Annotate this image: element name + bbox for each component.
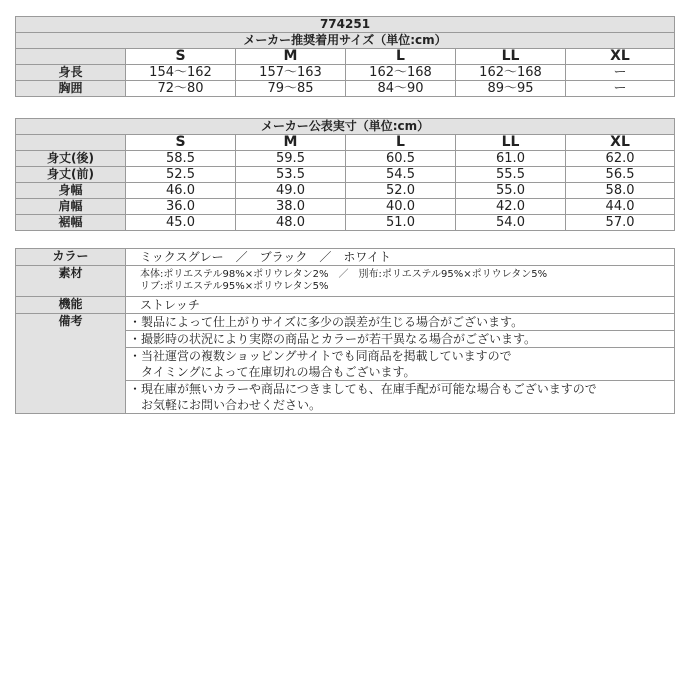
cell-value: 59.5	[236, 151, 346, 167]
cell-value: 57.0	[566, 215, 675, 231]
table-row	[16, 81, 675, 97]
cell-value: 48.0	[236, 215, 346, 231]
table-row	[16, 183, 675, 199]
material-line: リブ:ポリエステル95%×ポリウレタン5%	[140, 281, 329, 292]
cell-value: 162〜168	[456, 65, 566, 81]
size-header: L	[346, 49, 456, 65]
corner-cell	[16, 135, 126, 151]
detail-row-color	[16, 249, 675, 266]
actual-size-title: メーカー公表実寸（単位:cm）	[16, 119, 675, 135]
cell-value: 44.0	[566, 199, 675, 215]
cell-value: 55.0	[456, 183, 566, 199]
row-label: 身幅	[16, 183, 126, 199]
cell-value: 89〜95	[456, 81, 566, 97]
actual-size-table	[15, 118, 675, 231]
bullet: ・	[129, 382, 142, 396]
material-value	[126, 266, 675, 297]
table-row	[16, 215, 675, 231]
cell-value: 38.0	[236, 199, 346, 215]
note-item	[126, 314, 675, 331]
note-text: 撮影時の状況により実際の商品とカラーが若干異なる場合がございます。	[141, 332, 537, 346]
function-label: 機能	[16, 297, 126, 314]
row-label: 身丈(前)	[16, 167, 126, 183]
cell-value: 79〜85	[236, 81, 346, 97]
function-value: ストレッチ	[126, 297, 675, 314]
bullet: ・	[129, 349, 142, 363]
cell-value: 55.5	[456, 167, 566, 183]
product-details-table	[15, 248, 675, 414]
size-header: M	[236, 49, 346, 65]
size-header: S	[126, 49, 236, 65]
detail-row-notes	[16, 314, 675, 331]
color-label: カラー	[16, 249, 126, 266]
cell-value: 56.5	[566, 167, 675, 183]
note-item	[126, 331, 675, 348]
row-label: 裾幅	[16, 215, 126, 231]
cell-value: 45.0	[126, 215, 236, 231]
size-header: LL	[456, 135, 566, 151]
cell-value: 52.5	[126, 167, 236, 183]
cell-value: 51.0	[346, 215, 456, 231]
recommended-size-table	[15, 16, 675, 97]
color-value: ミックスグレー ／ ブラック ／ ホワイト	[126, 249, 675, 266]
cell-value: 157〜163	[236, 65, 346, 81]
note-text-continued: タイミングによって在庫切れの場合もございます。	[141, 365, 416, 379]
cell-value: 58.5	[126, 151, 236, 167]
table-row	[16, 151, 675, 167]
note-item	[126, 381, 675, 414]
size-header: XL	[566, 135, 675, 151]
size-header: LL	[456, 49, 566, 65]
row-label: 肩幅	[16, 199, 126, 215]
detail-row-function	[16, 297, 675, 314]
material-line: 本体:ポリエステル98%×ポリウレタン2% ／ 別布:ポリエステル95%×ポリウレタン5%	[140, 269, 548, 280]
product-code: 774251	[16, 17, 675, 33]
size-header: L	[346, 135, 456, 151]
size-header: XL	[566, 49, 675, 65]
size-header: M	[236, 135, 346, 151]
cell-value: 154〜162	[126, 65, 236, 81]
recommended-size-title: メーカー推奨着用サイズ（単位:cm）	[16, 33, 675, 49]
note-item	[126, 348, 675, 381]
cell-value: 62.0	[566, 151, 675, 167]
material-label: 素材	[16, 266, 126, 297]
cell-value: 46.0	[126, 183, 236, 199]
cell-value: 49.0	[236, 183, 346, 199]
cell-value: 72〜80	[126, 81, 236, 97]
cell-value: 54.5	[346, 167, 456, 183]
corner-cell	[16, 49, 126, 65]
bullet: ・	[129, 315, 142, 329]
cell-value: 42.0	[456, 199, 566, 215]
cell-value: 54.0	[456, 215, 566, 231]
note-text: 製品によって仕上がりサイズに多少の誤差が生じる場合がございます。	[141, 315, 524, 329]
note-text: 当社運営の複数ショッピングサイトでも同商品を掲載していますので	[141, 349, 512, 363]
cell-value: 53.5	[236, 167, 346, 183]
note-text-continued: お気軽にお問い合わせください。	[141, 398, 322, 412]
cell-value: ー	[566, 65, 675, 81]
cell-value: 60.5	[346, 151, 456, 167]
cell-value: ー	[566, 81, 675, 97]
table-row	[16, 199, 675, 215]
cell-value: 58.0	[566, 183, 675, 199]
bullet: ・	[129, 332, 142, 346]
cell-value: 36.0	[126, 199, 236, 215]
notes-label: 備考	[16, 314, 126, 414]
table-row	[16, 65, 675, 81]
cell-value: 162〜168	[346, 65, 456, 81]
cell-value: 61.0	[456, 151, 566, 167]
size-header: S	[126, 135, 236, 151]
table-row	[16, 167, 675, 183]
cell-value: 40.0	[346, 199, 456, 215]
note-text: 現在庫が無いカラーや商品につきましても、在庫手配が可能な場合もございますので	[141, 382, 597, 396]
row-label: 身長	[16, 65, 126, 81]
row-label: 胸囲	[16, 81, 126, 97]
detail-row-material	[16, 266, 675, 297]
cell-value: 52.0	[346, 183, 456, 199]
row-label: 身丈(後)	[16, 151, 126, 167]
cell-value: 84〜90	[346, 81, 456, 97]
